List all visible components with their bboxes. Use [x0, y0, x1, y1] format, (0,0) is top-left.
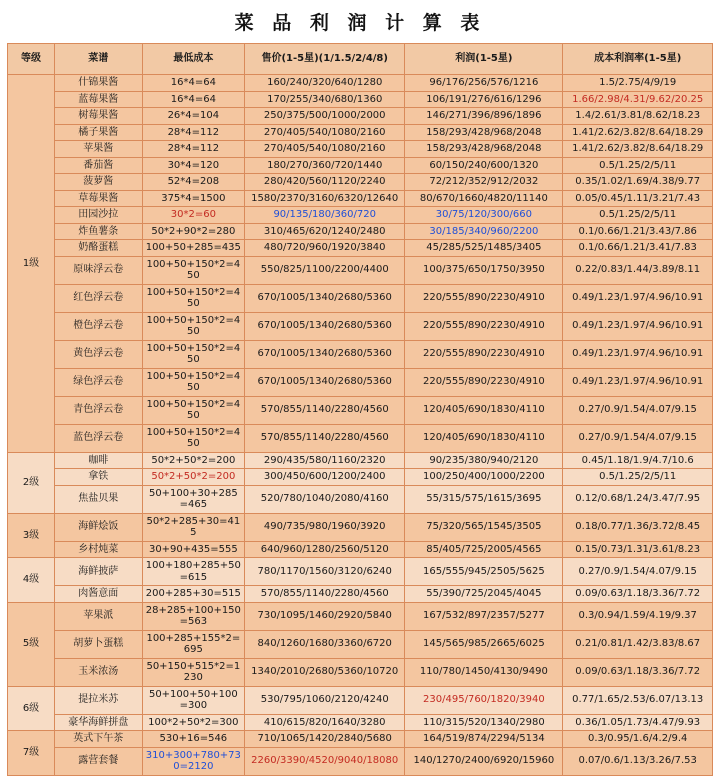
grade-cell: 6级 [8, 686, 55, 731]
price-cell: 670/1005/1340/2680/5360 [245, 312, 405, 340]
rate-cell: 0.5/1.25/2/5/11 [563, 469, 713, 486]
grade-cell: 2级 [8, 452, 55, 513]
cost-cell: 100+50+150*2=450 [142, 312, 245, 340]
price-cell: 730/1095/1460/2920/5840 [245, 602, 405, 630]
rate-cell: 0.35/1.02/1.69/4.38/9.77 [563, 174, 713, 191]
cost-cell: 28+285+100+150=563 [142, 602, 245, 630]
recipe-name-cell: 苹果派 [55, 602, 143, 630]
table-row [8, 124, 713, 141]
table-row [8, 452, 713, 469]
rate-cell: 0.77/1.65/2.53/6.07/13.13 [563, 686, 713, 714]
profit-cell: 80/670/1660/4820/11140 [405, 190, 563, 207]
price-cell: 270/405/540/1080/2160 [245, 141, 405, 158]
price-cell: 670/1005/1340/2680/5360 [245, 284, 405, 312]
table-row [8, 368, 713, 396]
rate-cell: 0.27/0.9/1.54/4.07/9.15 [563, 558, 713, 586]
recipe-name-cell: 胡萝卜蛋糕 [55, 630, 143, 658]
table-row [8, 312, 713, 340]
profit-cell: 145/565/985/2665/6025 [405, 630, 563, 658]
rate-cell: 0.22/0.83/1.44/3.89/8.11 [563, 256, 713, 284]
recipe-name-cell: 露营套餐 [55, 747, 143, 775]
grade-cell: 1级 [8, 75, 55, 453]
cost-cell: 28*4=112 [142, 141, 245, 158]
table-row [8, 586, 713, 603]
column-header-profit: 利润(1-5星) [405, 44, 563, 75]
cost-cell: 100+50+150*2=450 [142, 396, 245, 424]
table-row [8, 340, 713, 368]
profit-cell: 90/235/380/940/2120 [405, 452, 563, 469]
rate-cell: 0.49/1.23/1.97/4.96/10.91 [563, 284, 713, 312]
price-cell: 1340/2010/2680/5360/10720 [245, 658, 405, 686]
recipe-name-cell: 橙色浮云卷 [55, 312, 143, 340]
cost-cell: 100+50+150*2=450 [142, 284, 245, 312]
profit-cell: 45/285/525/1485/3405 [405, 240, 563, 257]
recipe-name-cell: 咖啡 [55, 452, 143, 469]
column-header-recipe: 菜谱 [55, 44, 143, 75]
cost-cell: 200+285+30=515 [142, 586, 245, 603]
table-row [8, 485, 713, 513]
header-row [8, 44, 713, 75]
price-cell: 530/795/1060/2120/4240 [245, 686, 405, 714]
profit-cell: 72/212/352/912/2032 [405, 174, 563, 191]
profit-cell: 146/271/396/896/1896 [405, 108, 563, 125]
cost-cell: 50*2+50*2=200 [142, 469, 245, 486]
page-title: 菜 品 利 润 计 算 表 [234, 12, 486, 34]
column-header-rate: 成本利润率(1-5星) [563, 44, 713, 75]
rate-cell: 0.36/1.05/1.73/4.47/9.93 [563, 714, 713, 731]
profit-cell: 230/495/760/1820/3940 [405, 686, 563, 714]
recipe-name-cell: 黄色浮云卷 [55, 340, 143, 368]
recipe-name-cell: 番茄酱 [55, 157, 143, 174]
rate-cell: 0.18/0.77/1.36/3.72/8.45 [563, 513, 713, 541]
profit-cell: 75/320/565/1545/3505 [405, 513, 563, 541]
table-row [8, 174, 713, 191]
price-cell: 250/375/500/1000/2000 [245, 108, 405, 125]
recipe-name-cell: 奶酪蛋糕 [55, 240, 143, 257]
cost-cell: 100*2+50*2=300 [142, 714, 245, 731]
profit-cell: 55/315/575/1615/3695 [405, 485, 563, 513]
profit-cell: 158/293/428/968/2048 [405, 124, 563, 141]
rate-cell: 0.5/1.25/2/5/11 [563, 207, 713, 224]
recipe-name-cell: 什锦果酱 [55, 75, 143, 92]
column-header-grade: 等级 [8, 44, 55, 75]
rate-cell: 1.66/2.98/4.31/9.62/20.25 [563, 91, 713, 108]
recipe-name-cell: 青色浮云卷 [55, 396, 143, 424]
rate-cell: 0.3/0.94/1.59/4.19/9.37 [563, 602, 713, 630]
profit-cell: 100/250/400/1000/2200 [405, 469, 563, 486]
profit-cell: 110/780/1450/4130/9490 [405, 658, 563, 686]
price-cell: 270/405/540/1080/2160 [245, 124, 405, 141]
recipe-name-cell: 原味浮云卷 [55, 256, 143, 284]
profit-cell: 220/555/890/2230/4910 [405, 368, 563, 396]
profit-cell: 120/405/690/1830/4110 [405, 424, 563, 452]
profit-cell: 220/555/890/2230/4910 [405, 340, 563, 368]
recipe-name-cell: 肉酱意面 [55, 586, 143, 603]
price-cell: 2260/3390/4520/9040/18080 [245, 747, 405, 775]
grade-cell: 4级 [8, 558, 55, 603]
cost-cell: 50+100+50+100=300 [142, 686, 245, 714]
profit-cell: 100/375/650/1750/3950 [405, 256, 563, 284]
table-row [8, 256, 713, 284]
rate-cell: 1.4/2.61/3.81/8.62/18.23 [563, 108, 713, 125]
price-cell: 160/240/320/640/1280 [245, 75, 405, 92]
cost-cell: 26*4=104 [142, 108, 245, 125]
table-row [8, 108, 713, 125]
price-cell: 780/1170/1560/3120/6240 [245, 558, 405, 586]
rate-cell: 0.07/0.6/1.13/3.26/7.53 [563, 747, 713, 775]
table-row [8, 541, 713, 558]
price-cell: 570/855/1140/2280/4560 [245, 424, 405, 452]
table-row [8, 190, 713, 207]
recipe-name-cell: 红色浮云卷 [55, 284, 143, 312]
table-body [8, 75, 713, 776]
price-cell: 410/615/820/1640/3280 [245, 714, 405, 731]
profit-cell: 220/555/890/2230/4910 [405, 284, 563, 312]
profit-cell: 85/405/725/2005/4565 [405, 541, 563, 558]
cost-cell: 28*4=112 [142, 124, 245, 141]
rate-cell: 0.1/0.66/1.21/3.43/7.86 [563, 223, 713, 240]
cost-cell: 30*4=120 [142, 157, 245, 174]
cost-cell: 375*4=1500 [142, 190, 245, 207]
price-cell: 90/135/180/360/720 [245, 207, 405, 224]
column-header-price: 售价(1-5星)(1/1.5/2/4/8) [245, 44, 405, 75]
recipe-name-cell: 海鲜烩饭 [55, 513, 143, 541]
recipe-name-cell: 拿铁 [55, 469, 143, 486]
table-row [8, 558, 713, 586]
recipe-name-cell: 焦盐贝果 [55, 485, 143, 513]
profit-cell: 106/191/276/616/1296 [405, 91, 563, 108]
price-cell: 490/735/980/1960/3920 [245, 513, 405, 541]
profit-cell: 167/532/897/2357/5277 [405, 602, 563, 630]
table-row [8, 223, 713, 240]
price-cell: 670/1005/1340/2680/5360 [245, 340, 405, 368]
profit-cell: 220/555/890/2230/4910 [405, 312, 563, 340]
profit-table [7, 43, 713, 776]
rate-cell: 0.12/0.68/1.24/3.47/7.95 [563, 485, 713, 513]
table-row [8, 284, 713, 312]
price-cell: 640/960/1280/2560/5120 [245, 541, 405, 558]
table-row [8, 658, 713, 686]
table-row [8, 686, 713, 714]
rate-cell: 0.49/1.23/1.97/4.96/10.91 [563, 312, 713, 340]
cost-cell: 100+50+150*2=450 [142, 368, 245, 396]
recipe-name-cell: 乡村炖菜 [55, 541, 143, 558]
table-row [8, 141, 713, 158]
recipe-name-cell: 提拉米苏 [55, 686, 143, 714]
cost-cell: 100+180+285+50=615 [142, 558, 245, 586]
profit-cell: 60/150/240/600/1320 [405, 157, 563, 174]
price-cell: 570/855/1140/2280/4560 [245, 586, 405, 603]
recipe-name-cell: 蓝色浮云卷 [55, 424, 143, 452]
table-row [8, 424, 713, 452]
rate-cell: 0.49/1.23/1.97/4.96/10.91 [563, 340, 713, 368]
price-cell: 1580/2370/3160/6320/12640 [245, 190, 405, 207]
rate-cell: 1.41/2.62/3.82/8.64/18.29 [563, 141, 713, 158]
rate-cell: 0.1/0.66/1.21/3.41/7.83 [563, 240, 713, 257]
rate-cell: 0.27/0.9/1.54/4.07/9.15 [563, 424, 713, 452]
profit-cell: 110/315/520/1340/2980 [405, 714, 563, 731]
cost-cell: 310+300+780+730=2120 [142, 747, 245, 775]
rate-cell: 0.21/0.81/1.42/3.83/8.67 [563, 630, 713, 658]
price-cell: 290/435/580/1160/2320 [245, 452, 405, 469]
profit-cell: 55/390/725/2045/4045 [405, 586, 563, 603]
cost-cell: 30+90+435=555 [142, 541, 245, 558]
table-row [8, 469, 713, 486]
profit-cell: 30/75/120/300/660 [405, 207, 563, 224]
profit-cell: 164/519/874/2294/5134 [405, 731, 563, 748]
grade-cell: 3级 [8, 513, 55, 558]
profit-cell: 120/405/690/1830/4110 [405, 396, 563, 424]
table-header [8, 44, 713, 75]
cost-cell: 530+16=546 [142, 731, 245, 748]
table-row [8, 91, 713, 108]
recipe-name-cell: 蓝莓果酱 [55, 91, 143, 108]
table-row [8, 714, 713, 731]
recipe-name-cell: 菠萝酱 [55, 174, 143, 191]
cost-cell: 100+50+285=435 [142, 240, 245, 257]
rate-cell: 0.5/1.25/2/5/11 [563, 157, 713, 174]
recipe-name-cell: 英式下午茶 [55, 731, 143, 748]
recipe-name-cell: 苹果酱 [55, 141, 143, 158]
table-row [8, 602, 713, 630]
recipe-name-cell: 豪华海鲜拼盘 [55, 714, 143, 731]
table-row [8, 75, 713, 92]
price-cell: 570/855/1140/2280/4560 [245, 396, 405, 424]
price-cell: 840/1260/1680/3360/6720 [245, 630, 405, 658]
rate-cell: 0.09/0.63/1.18/3.36/7.72 [563, 586, 713, 603]
recipe-name-cell: 玉米浓汤 [55, 658, 143, 686]
rate-cell: 0.15/0.73/1.31/3.61/8.23 [563, 541, 713, 558]
cost-cell: 50*2+50*2=200 [142, 452, 245, 469]
recipe-name-cell: 田园沙拉 [55, 207, 143, 224]
recipe-name-cell: 海鲜披萨 [55, 558, 143, 586]
table-row [8, 731, 713, 748]
table-row [8, 513, 713, 541]
cost-cell: 100+50+150*2=450 [142, 340, 245, 368]
table-row [8, 747, 713, 775]
recipe-name-cell: 绿色浮云卷 [55, 368, 143, 396]
grade-cell: 5级 [8, 602, 55, 686]
table-row [8, 207, 713, 224]
price-cell: 310/465/620/1240/2480 [245, 223, 405, 240]
cost-cell: 100+285+155*2=695 [142, 630, 245, 658]
recipe-name-cell: 炸鱼薯条 [55, 223, 143, 240]
cost-cell: 30*2=60 [142, 207, 245, 224]
cost-cell: 50*2+285+30=415 [142, 513, 245, 541]
rate-cell: 0.3/0.95/1.6/4.2/9.4 [563, 731, 713, 748]
cost-cell: 50+100+30+285=465 [142, 485, 245, 513]
price-cell: 550/825/1100/2200/4400 [245, 256, 405, 284]
price-cell: 480/720/960/1920/3840 [245, 240, 405, 257]
rate-cell: 1.5/2.75/4/9/19 [563, 75, 713, 92]
cost-cell: 100+50+150*2=450 [142, 424, 245, 452]
rate-cell: 0.09/0.63/1.18/3.36/7.72 [563, 658, 713, 686]
price-cell: 180/270/360/720/1440 [245, 157, 405, 174]
cost-cell: 50+150+515*2=1230 [142, 658, 245, 686]
profit-cell: 165/555/945/2505/5625 [405, 558, 563, 586]
price-cell: 300/450/600/1200/2400 [245, 469, 405, 486]
cost-cell: 16*4=64 [142, 75, 245, 92]
table-row [8, 630, 713, 658]
rate-cell: 0.05/0.45/1.11/3.21/7.43 [563, 190, 713, 207]
price-cell: 170/255/340/680/1360 [245, 91, 405, 108]
rate-cell: 0.45/1.18/1.9/4.7/10.6 [563, 452, 713, 469]
grade-cell: 7级 [8, 731, 55, 776]
price-cell: 520/780/1040/2080/4160 [245, 485, 405, 513]
recipe-name-cell: 树莓果酱 [55, 108, 143, 125]
cost-cell: 52*4=208 [142, 174, 245, 191]
rate-cell: 1.41/2.62/3.82/8.64/18.29 [563, 124, 713, 141]
column-header-cost: 最低成本 [142, 44, 245, 75]
cost-cell: 16*4=64 [142, 91, 245, 108]
cost-cell: 100+50+150*2=450 [142, 256, 245, 284]
price-cell: 280/420/560/1120/2240 [245, 174, 405, 191]
recipe-name-cell: 橘子果酱 [55, 124, 143, 141]
table-row [8, 157, 713, 174]
table-row [8, 240, 713, 257]
rate-cell: 0.49/1.23/1.97/4.96/10.91 [563, 368, 713, 396]
table-row [8, 396, 713, 424]
profit-cell: 158/293/428/968/2048 [405, 141, 563, 158]
cost-cell: 50*2+90*2=280 [142, 223, 245, 240]
profit-cell: 30/185/340/960/2200 [405, 223, 563, 240]
profit-cell: 140/1270/2400/6920/15960 [405, 747, 563, 775]
rate-cell: 0.27/0.9/1.54/4.07/9.15 [563, 396, 713, 424]
price-cell: 670/1005/1340/2680/5360 [245, 368, 405, 396]
profit-cell: 96/176/256/576/1216 [405, 75, 563, 92]
recipe-name-cell: 草莓果酱 [55, 190, 143, 207]
price-cell: 710/1065/1420/2840/5680 [245, 731, 405, 748]
